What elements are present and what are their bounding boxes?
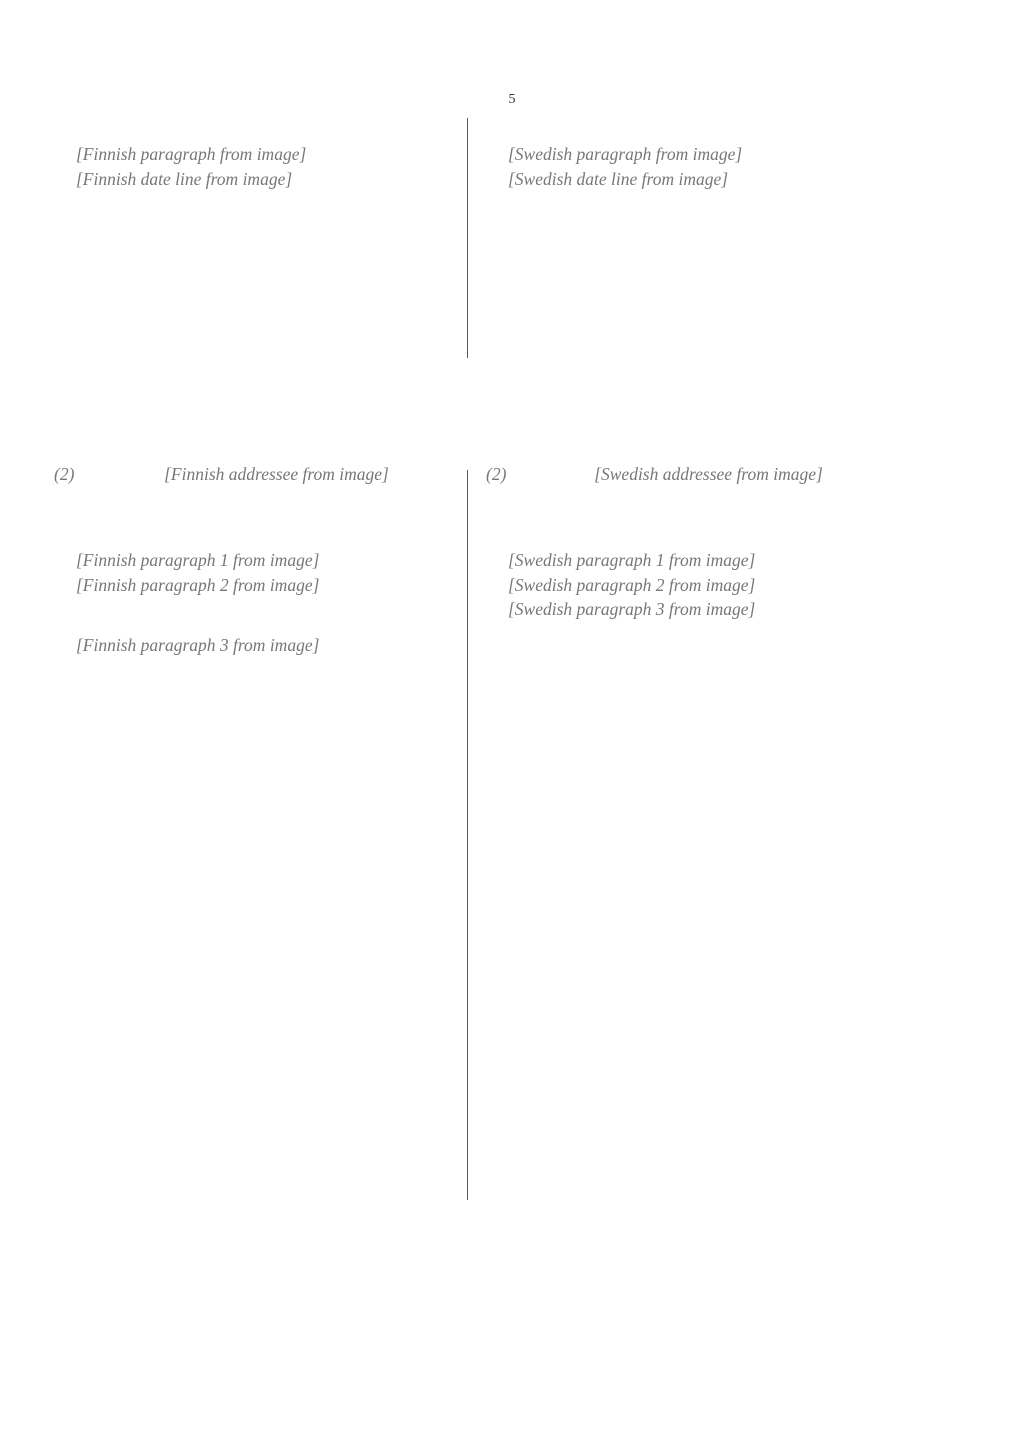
circular-number-finnish: (2)	[54, 464, 75, 484]
page-number: 5	[508, 92, 516, 107]
swedish-date-line: [Swedish date line from image]	[508, 168, 729, 189]
finnish-circular-paragraph-2: [Finnish paragraph 2 from image]	[76, 574, 320, 595]
circular-addressee-finnish: [Finnish addressee from image]	[164, 464, 389, 484]
column-divider-rule-top	[467, 118, 468, 358]
finnish-date-line: [Finnish date line from image]	[76, 168, 293, 189]
circular-body-finnish	[54, 548, 459, 658]
circular-heading-swedish	[486, 462, 891, 487]
finnish-circular-paragraph-3: [Finnish paragraph 3 from image]	[76, 635, 320, 655]
swedish-circular-paragraph-3: [Swedish paragraph 3 from image]	[508, 599, 756, 619]
circular-heading-finnish	[54, 462, 459, 487]
circular-number-swedish: (2)	[486, 464, 507, 484]
top-section-swedish	[486, 142, 891, 191]
column-divider-rule-bottom	[467, 470, 468, 1200]
top-section-finnish	[54, 142, 459, 191]
swedish-circular-paragraph-2: [Swedish paragraph 2 from image]	[508, 574, 756, 595]
swedish-circular-paragraph-1: [Swedish paragraph 1 from image]	[508, 550, 756, 570]
finnish-circular-paragraph-1: [Finnish paragraph 1 from image]	[76, 550, 320, 570]
swedish-paragraph-body: [Swedish paragraph from image]	[508, 144, 743, 164]
circular-addressee-swedish: [Swedish addressee from image]	[594, 464, 823, 484]
circular-body-swedish	[486, 548, 891, 622]
finnish-paragraph-body: [Finnish paragraph from image]	[76, 144, 307, 164]
